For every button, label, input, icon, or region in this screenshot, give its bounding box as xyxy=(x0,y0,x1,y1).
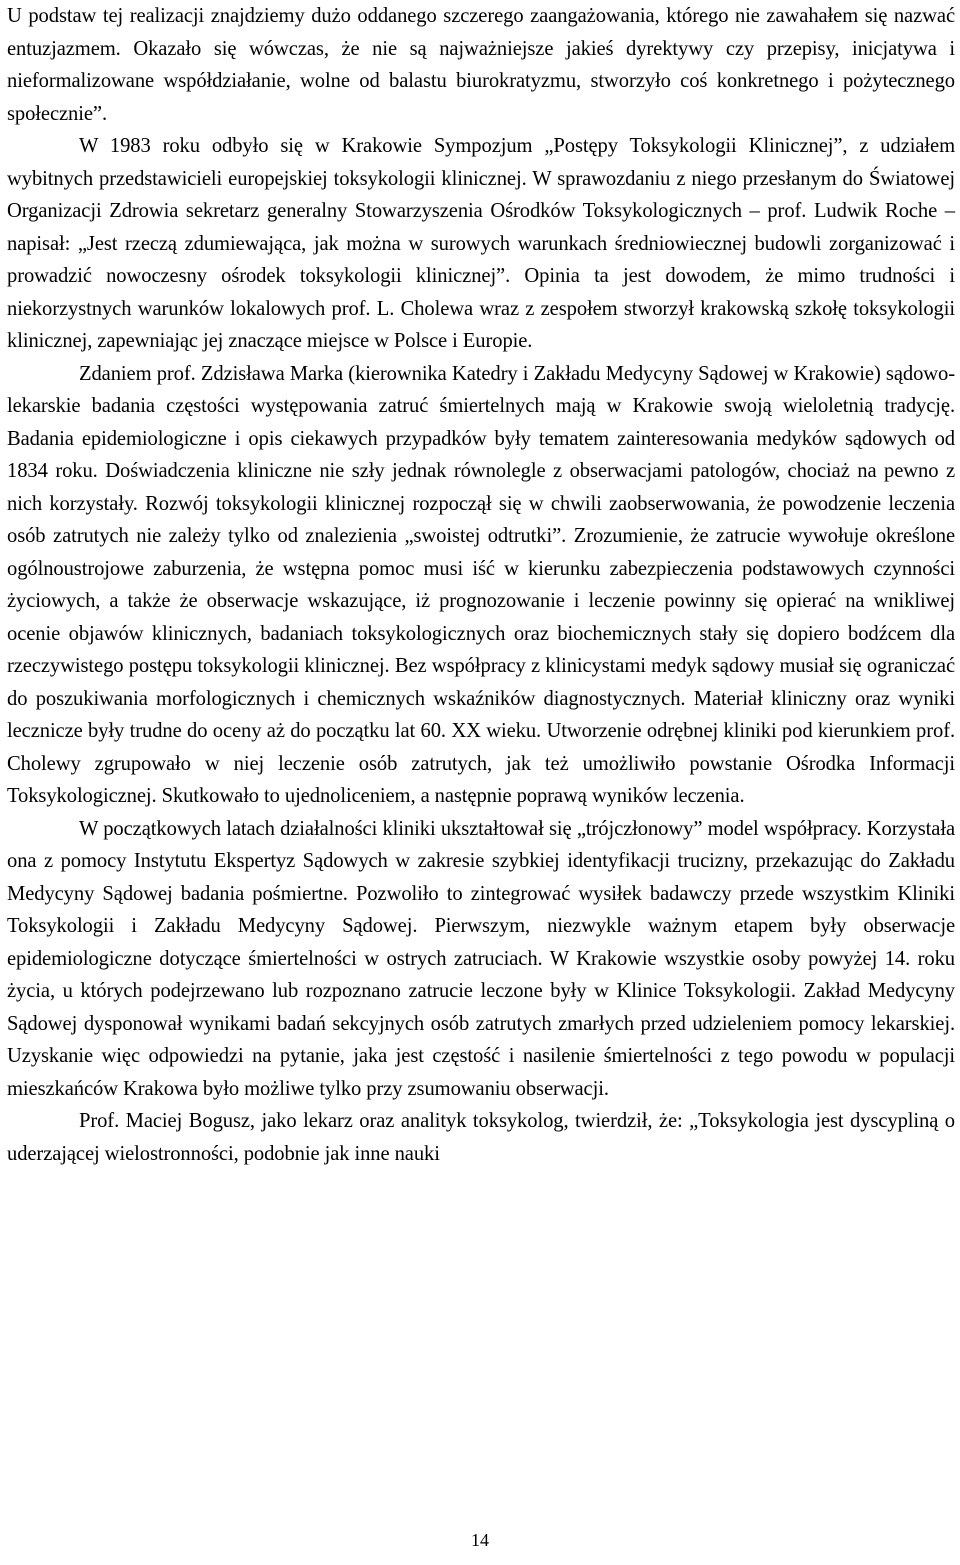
page-number: 14 xyxy=(471,1530,489,1550)
paragraph: Zdaniem prof. Zdzisława Marka (kierownika Katedry i Zakładu Medycyny Sądowej w Krakowie) sądowo-lekarskie badania częstości występowania zatruć śmiertelnych mają w Krakowie swoją wieloletnią tradycję. Badania epidemiologiczne i opis ciekawych przypadków były tematem zainteresowania medyków sądowych od 1834 roku. Doświadczenia kliniczne nie szły jednak równolegle z obserwacjami patologów, chociaż na pewno z nich korzystały. Rozwój toksykologii klinicznej rozpoczął się w chwili zaobserwowania, że powodzenie leczenia osób zatrutych nie zależy tylko od znalezienia „swoistej odtrutki”. Zrozumienie, że zatrucie wywołuje określone ogólnoustrojowe zaburzenia, że wstępna pomoc musi iść w kierunku zabezpieczenia podstawowych czynności życiowych, a także że obserwacje wskazujące, iż prognozowanie i leczenie powinny się opierać na wnikliwej ocenie objawów klinicznych, badaniach toksykologicznych oraz biochemicznych stały się dopiero bodźcem dla rzeczywistego postępu toksykologii klinicznej. Bez współpracy z klinicystami medyk sądowy musiał się ograniczać do poszukiwania morfologicznych i chemicznych wskaźników diagnostycznych. Materiał kliniczny oraz wyniki lecznicze były trudne do oceny aż do początku lat 60. XX wieku. Utworzenie odrębnej kliniki pod kierunkiem prof. Cholewy zgrupowało w niej leczenie osób zatrutych, jak też umożliwiło powstanie Ośrodka Informacji Toksykologicznej. Skutkowało to ujednoliceniem, a następnie poprawą wyników leczenia. xyxy=(7,362,955,807)
paragraph: Prof. Maciej Bogusz, jako lekarz oraz analityk toksykolog, twierdził, że: „Toksykologia jest dyscypliną o uderzającej wielostronności, podobnie jak inne nauki xyxy=(7,1110,955,1165)
paragraph: U podstaw tej realizacji znajdziemy dużo oddanego szczerego zaangażowania, którego nie zawahałem się nazwać entuzjazmem. Okazało się wówczas, że nie są najważniejsze jakieś dyrektywy czy przepisy, inicjatywa i nieformalizowane współdziałanie, wolne od balastu biurokratyzmu, stworzyło coś konkretnego i pożytecznego społecznie”. xyxy=(7,5,955,125)
document-body xyxy=(7,0,955,1170)
paragraph: W początkowych latach działalności kliniki ukształtował się „trójczłonowy” model współpracy. Korzystała ona z pomocy Instytutu Ekspertyz Sądowych w zakresie szybkiej identyfikacji trucizny, przekazując do Zakładu Medycyny Sądowej badania pośmiertne. Pozwoliło to zintegrować wysiłek badawczy przede wszystkim Kliniki Toksykologii i Zakładu Medycyny Sądowej. Pierwszym, niezwykle ważnym etapem były obserwacje epidemiologiczne dotyczące śmiertelności w ostrych zatruciach. W Krakowie wszystkie osoby powyżej 14. roku życia, u których podejrzewano lub rozpoznano zatrucie leczone były w Klinice Toksykologii. Zakład Medycyny Sądowej dysponował wynikami badań sekcyjnych osób zatrutych zmarłych przed udzieleniem pomocy lekarskiej. Uzyskanie więc odpowiedzi na pytanie, jaka jest częstość i nasilenie śmiertelności z tego powodu w populacji mieszkańców Krakowa było możliwe tylko przy zsumowaniu obserwacji. xyxy=(7,817,955,1100)
paragraph: W 1983 roku odbyło się w Krakowie Sympozjum „Postępy Toksykologii Klinicznej”, z udziałem wybitnych przedstawicieli europejskiej toksykologii klinicznej. W sprawozdaniu z niego przesłanym do Światowej Organizacji Zdrowia sekretarz generalny Stowarzyszenia Ośrodków Toksykologicznych – prof. Ludwik Roche – napisał: „Jest rzeczą zdumiewająca, jak można w surowych warunkach średniowiecznej budowli zorganizować i prowadzić nowoczesny ośrodek toksykologii klinicznej”. Opinia ta jest dowodem, że mimo trudności i niekorzystnych warunków lokalowych prof. L. Cholewa wraz z zespołem stworzył krakowską szkołę toksykologii klinicznej, zapewniając jej znaczące miejsce w Polsce i Europie. xyxy=(7,135,955,352)
